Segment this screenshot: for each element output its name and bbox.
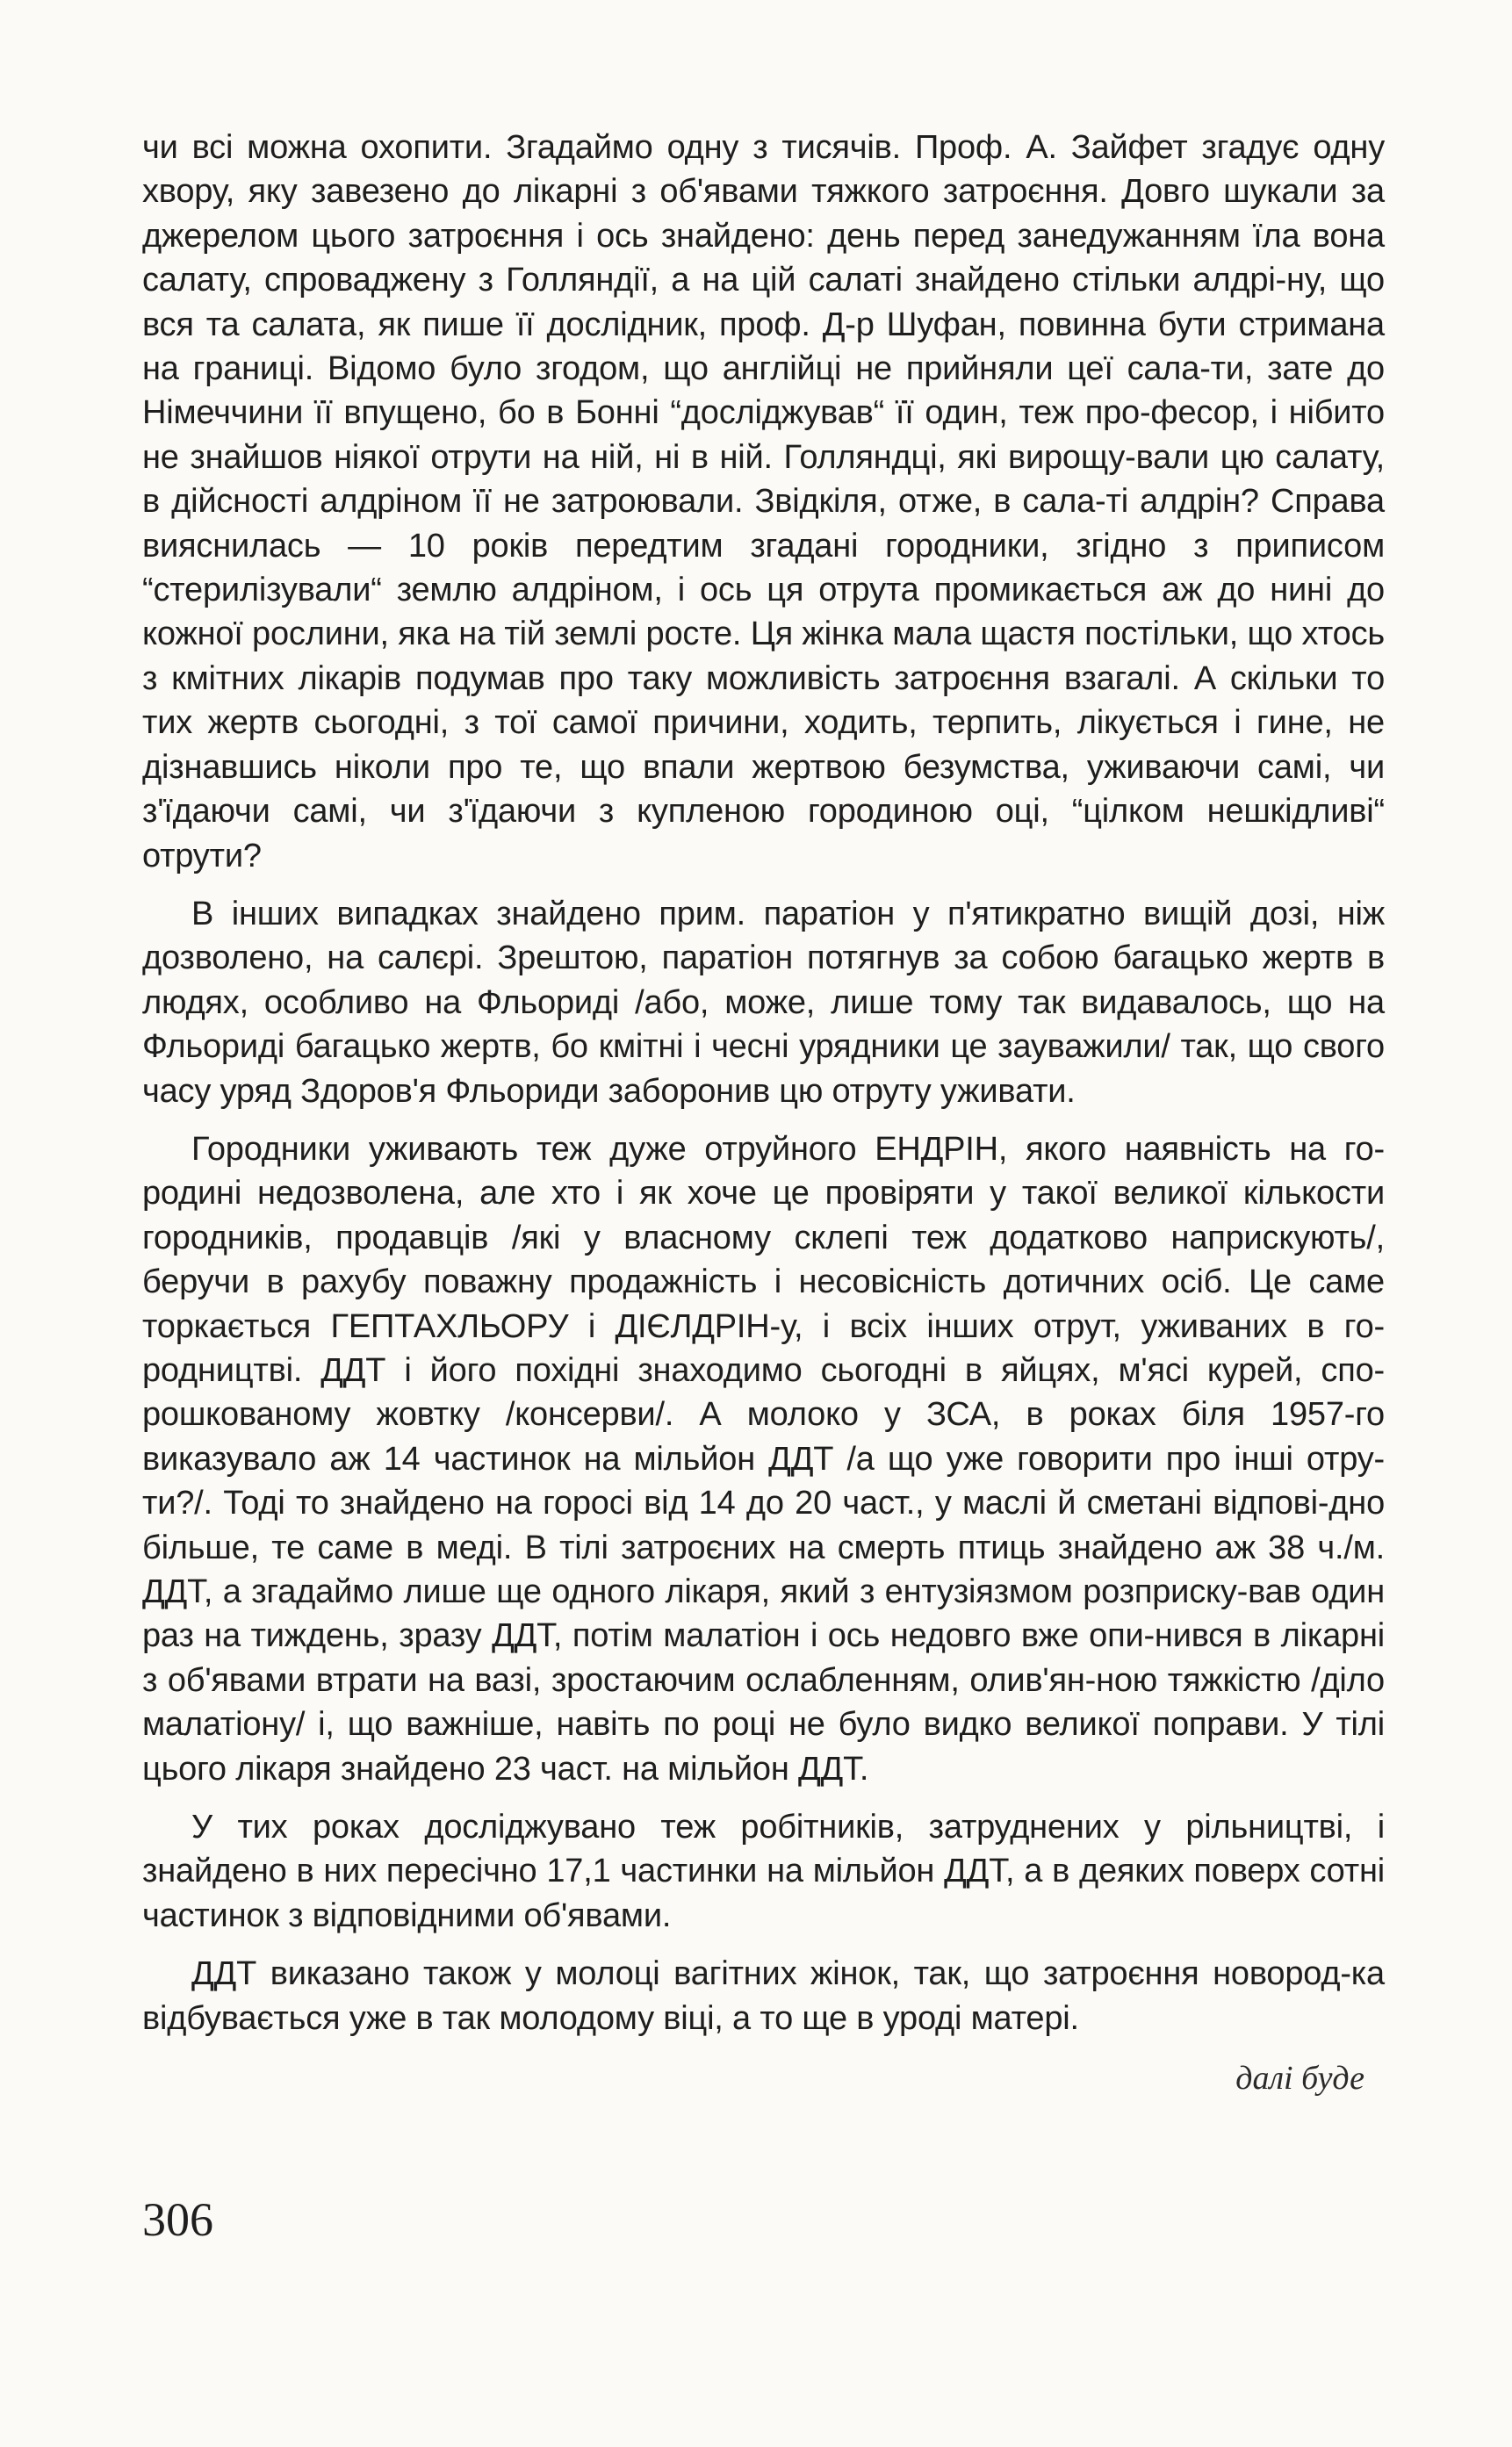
paragraph-5: ДДТ виказано також у молоці вагітних жінок, так, що затроєння новород-ка відбувається уже в так молодому віці, а то ще в уроді матері. [142,1955,1385,2037]
paragraph-2: В інших випадках знайдено прим. паратіон у п'ятикратно вищій дозі, ніж дозволено, на салєрі. Зрештою, паратіон потягнув за собою багацько жертв в людях, особливо на Фльориді /або, може, лише тому так видавалось, що на Фльориді багацько жертв, бо кмітні і чесні урядники це зауважили/ так, що свого часу уряд Здоров'я Фльориди заборонив цю отруту уживати. [142,895,1385,1110]
paragraph-1: чи всі можна охопити. Згадаймо одну з тисячів. Проф. А. Зайфет згадує одну хвору, яку завезено до лікарні з об'явами тяжкого затроєння. Довго шукали за джерелом цього затроєння і ось знайдено: день перед занедужанням їла вона салату, спроваджену з Голляндії, а на цій салаті знайдено стільки алдрі-ну, що вся та салата, як пише її дослідник, проф. Д-р Шуфан, повинна бути стримана на границі. Відомо було згодом, що англійці не прийняли цеї сала-ти, зате до Німеччини її впущено, бо в Бонні “досліджував“ її один, теж про-фесор, і нібито не знайшов ніякої отрути на ній, ні в ній. Голляндці, які вирощу-вали цю салату, в дійсності алдріном її не затроювали. Звідкіля, отже, в сала-ті алдрін? Справа вияснилась — 10 років передтим згадані городники, згідно з приписом “стерилізували“ землю алдріном, і ось ця отрута промикається аж до нині до кожної рослини, яка на тій землі росте. Ця жінка мала щастя постільки, що хтось з кмітних лікарів подумав про таку можливість затроєння взагалі. А скільки то тих жертв сьогодні, з тої самої причини, ходить, терпить, лікується і гине, не дізнавшись ніколи про те, що впали жертвою безумства, уживаючи самі, чи з'їдаючи самі, чи з'їдаючи з купленою городиною оці, “цілком нешкідливі“ отрути? [142,129,1385,874]
continued-note: далі буде [1235,2060,1364,2097]
paragraph-4: У тих роках досліджувано теж робітників, затруднених у рільництві, і знайдено в них пересічно 17,1 частинки на мільйон ДДТ, а в деяких поверх сотні частинок з відповідними об'явами. [142,1809,1385,1934]
article-body [142,126,1385,2055]
page-number: 306 [142,2193,213,2246]
paragraph-3: Городники уживають теж дуже отруйного ЕНДРІН, якого наявність на го-родині недозволена, але хто і як хоче це провіряти у такої великої кількости городників, продавців /які у власному склепі теж додатково наприскують/, беручи в рахубу поважну продажність і несовісність дотичних осіб. Це саме торкається ГЕПТАХЛЬОРУ і ДІЄЛДРІН-у, і всіх інших отрут, уживаних в го-родництві. ДДТ і його похідні знаходимо сьогодні в яйцях, м'ясі курей, спо-рошкованому жовтку /консерви/. А молоко у ЗСА, в роках біля 1957-го виказувало аж 14 частинок на мільйон ДДТ /а що уже говорити про інші отру-ти?/. Тоді то знайдено на горосі від 14 до 20 част., у маслі й сметані відпові-дно більше, те саме в меді. В тілі затроєних на смерть птиць знайдено аж 38 ч./м. ДДТ, а згадаймо лише ще одного лікаря, який з ентузіязмом розприску-вав один раз на тиждень, зразу ДДТ, потім малатіон і ось недовго вже опи-нився в лікарні з об'явами втрати на вазі, зростаючим ослабленням, олив'ян-ною тяжкістю /діло малатіону/ і, що важніше, навіть по році не було видко великої поправи. У тілі цього лікаря знайдено 23 част. на мільйон ДДТ. [142,1130,1385,1788]
